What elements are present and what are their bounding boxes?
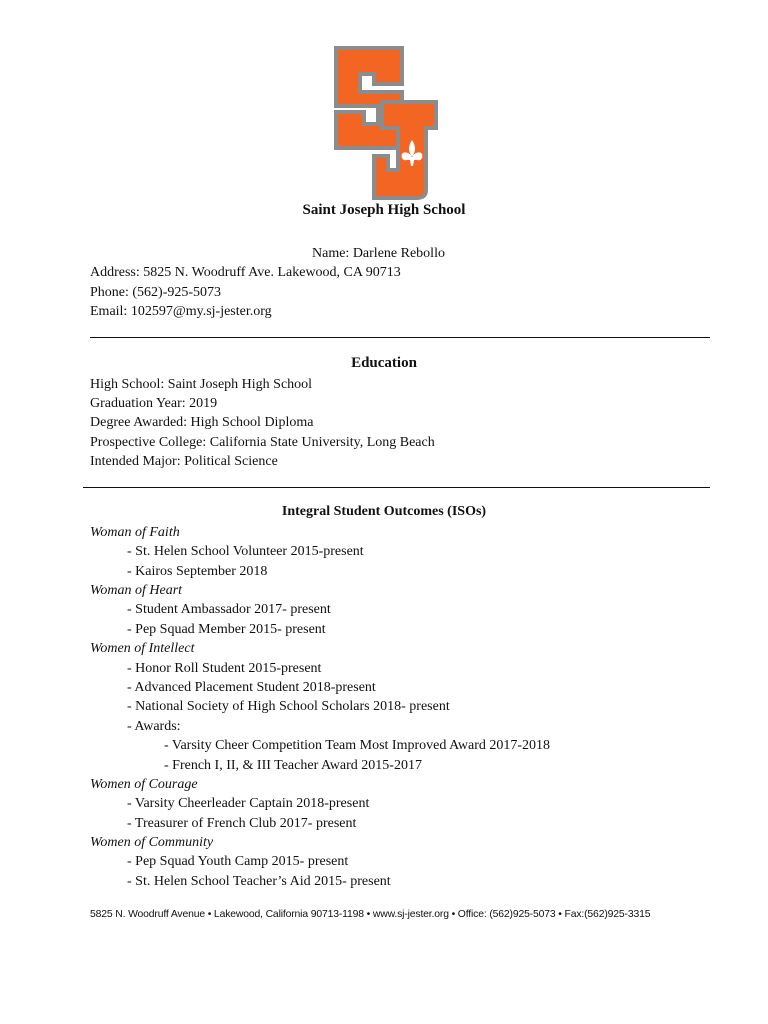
section-title-community: Women of Community	[90, 835, 214, 850]
list-item: - Varsity Cheerleader Captain 2018-present	[127, 796, 370, 811]
list-item: - Pep Squad Member 2015- present	[127, 622, 326, 637]
school-logo	[326, 44, 438, 200]
education-line: Prospective College: California State University, Long Beach	[90, 435, 435, 450]
list-item: - St. Helen School Volunteer 2015-present	[127, 544, 364, 559]
divider-middle	[83, 487, 710, 488]
award-item: - French I, II, & III Teacher Award 2015-2017	[164, 758, 422, 773]
isos-heading: Integral Student Outcomes (ISOs)	[281, 504, 487, 519]
phone-line: Phone: (562)-925-5073	[90, 285, 222, 300]
list-item: - National Society of High School Scholars 2018- present	[127, 699, 450, 714]
list-item: - Student Ambassador 2017- present	[127, 602, 331, 617]
section-title-faith: Woman of Faith	[90, 525, 180, 540]
student-name: Name: Darlene Rebollo	[312, 246, 445, 261]
award-item: - Varsity Cheer Competition Team Most Improved Award 2017-2018	[164, 738, 551, 753]
education-line: High School: Saint Joseph High School	[90, 377, 313, 392]
section-title-heart: Woman of Heart	[90, 583, 183, 598]
education-line: Intended Major: Political Science	[90, 454, 278, 469]
list-item: - St. Helen School Teacher’s Aid 2015- present	[127, 874, 391, 889]
section-title-intellect: Women of Intellect	[90, 641, 195, 656]
list-item: - Kairos September 2018	[127, 564, 268, 579]
school-name: Saint Joseph High School	[302, 202, 466, 218]
list-item: - Pep Squad Youth Camp 2015- present	[127, 854, 349, 869]
education-line: Graduation Year: 2019	[90, 396, 218, 411]
list-item: - Advanced Placement Student 2018-present	[127, 680, 376, 695]
education-heading: Education	[351, 355, 417, 371]
list-item: - Awards:	[127, 719, 181, 734]
section-title-courage: Women of Courage	[90, 777, 198, 792]
education-line: Degree Awarded: High School Diploma	[90, 415, 314, 430]
email-line: Email: 102597@my.sj-jester.org	[90, 304, 272, 319]
logo-letter-s	[336, 48, 402, 148]
address-line: Address: 5825 N. Woodruff Ave. Lakewood, CA 90713	[90, 265, 401, 280]
divider-top	[90, 337, 710, 338]
footer-contact: 5825 N. Woodruff Avenue • Lakewood, California 90713-1198 • www.sj-jester.org • Office: (562)925-5073 • Fax:(562)925-3315	[90, 909, 651, 920]
list-item: - Treasurer of French Club 2017- present	[127, 816, 357, 831]
list-item: - Honor Roll Student 2015-present	[127, 661, 322, 676]
